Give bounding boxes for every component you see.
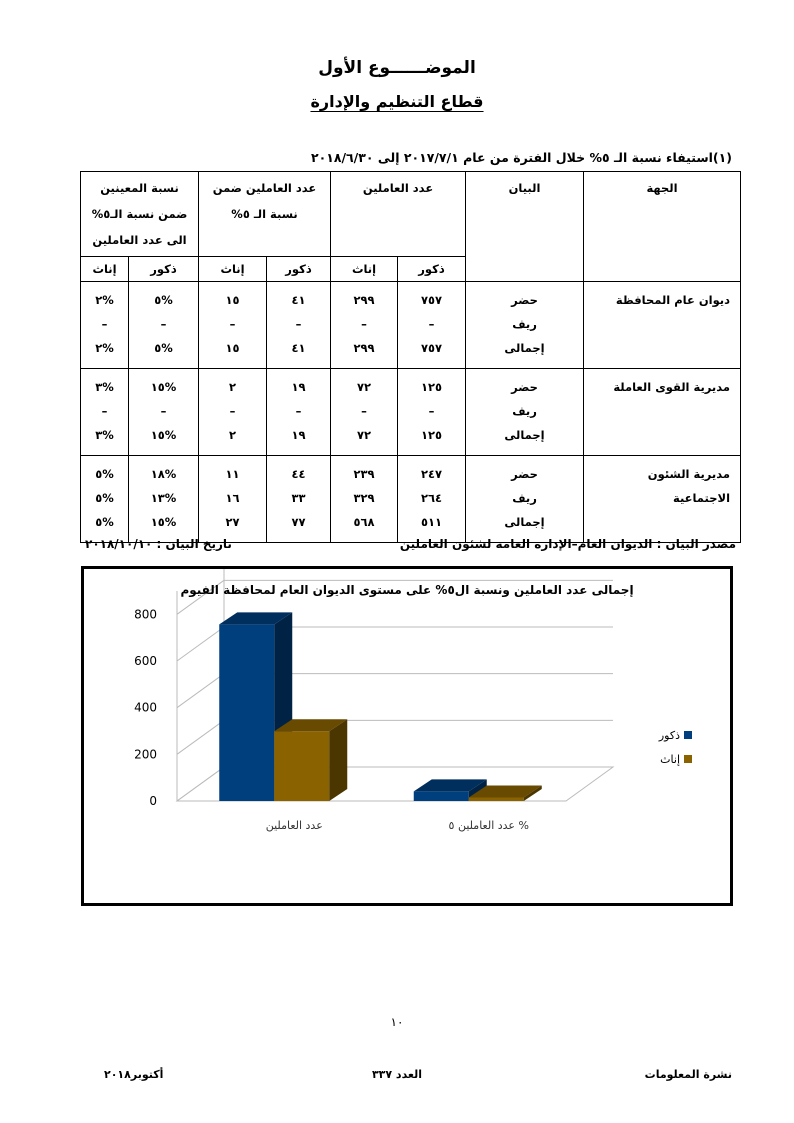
- chart-container: [81, 566, 733, 906]
- footer-month: أكتوبر٢٠١٨: [104, 1068, 164, 1081]
- statement-label: حضر: [511, 380, 538, 394]
- statement-label: حضر: [511, 467, 538, 481]
- ratio-females-value: %٢: [95, 293, 114, 307]
- workers-males-value: ١٢٥: [420, 428, 443, 442]
- data-date: تاريخ البيان : ٢٠١٨/١٠/١٠: [85, 537, 232, 551]
- gridline-side: [177, 627, 224, 661]
- workers5-females-value: ٢: [229, 428, 237, 442]
- header-workers: عدد العاملين: [331, 172, 466, 257]
- workers5-females-value: ١٥: [225, 341, 240, 355]
- statement-label: ريف: [512, 491, 537, 505]
- ratio-males-value: –: [160, 317, 167, 331]
- y-tick-label: 200: [134, 747, 157, 762]
- entity-cell: ديوان عام المحافظة: [584, 282, 741, 369]
- data-source: مصدر البيان : الديوان العام–الإدارة العامة لشئون العاملين: [399, 537, 736, 551]
- workers5-females-value: –: [229, 317, 236, 331]
- gridline-side: [177, 720, 224, 754]
- workers-females-value: ٧٢: [356, 380, 372, 394]
- workers-males-cell: [398, 456, 466, 543]
- ratio-females-value: %٢: [95, 341, 114, 355]
- workers5-females-value: ٢: [229, 380, 237, 394]
- ratio-females-cell: [81, 282, 129, 369]
- bar-chart: [84, 569, 724, 897]
- entity-cell: مديرية القوى العاملة: [584, 369, 741, 456]
- workers-females-cell: [331, 456, 398, 543]
- workers-females-value: –: [361, 404, 367, 418]
- workers-females-value: ٢٣٩: [353, 467, 375, 481]
- bar-side: [329, 719, 347, 801]
- table-row: [81, 456, 741, 543]
- y-tick-label: 0: [149, 794, 157, 808]
- header-females: إناث: [199, 257, 267, 282]
- footer-bulletin: نشرة المعلومات: [644, 1068, 732, 1081]
- statement-label: حضر: [511, 293, 538, 307]
- workers-females-value: ٧٢: [356, 428, 372, 442]
- ratio-females-value: –: [101, 404, 108, 418]
- section-subtitle-text: قطاع التنظيم والإدارة: [310, 92, 484, 111]
- header-females: إناث: [331, 257, 398, 282]
- workers-males-cell: [398, 369, 466, 456]
- workers5-males-cell: [267, 456, 331, 543]
- employment-table: [80, 171, 741, 543]
- ratio-females-value: %٣: [95, 380, 114, 394]
- table-caption: (١)استيفاء نسبة الـ ٥% خلال الفترة من عام ٢٠١٧/٧/١ إلى ٢٠١٨/٦/٣٠: [310, 150, 732, 165]
- ratio-males-value: %٥: [154, 293, 173, 307]
- workers5-males-value: ٤١: [291, 341, 306, 355]
- y-tick-label: 600: [134, 654, 157, 668]
- workers5-males-value: –: [295, 404, 302, 418]
- workers5-females-cell: [199, 456, 267, 543]
- workers-females-value: ٢٩٩: [353, 293, 375, 307]
- page-number: ١٠: [390, 1015, 404, 1029]
- workers-males-value: –: [428, 404, 435, 418]
- ratio-females-value: –: [101, 317, 108, 331]
- workers-males-value: ٧٥٧: [420, 293, 443, 307]
- table-body: [81, 282, 741, 543]
- ratio-males-cell: [129, 369, 199, 456]
- ratio-males-value: %١٥: [150, 428, 177, 442]
- workers-females-value: ٣٢٩: [353, 491, 375, 505]
- statement-cell: [466, 282, 584, 369]
- x-category-label: عدد العاملين: [265, 819, 323, 832]
- workers5-males-value: ٤١: [291, 293, 306, 307]
- workers5-males-value: ٣٣: [291, 491, 306, 505]
- statement-label: إجمالى: [504, 428, 545, 442]
- header-females: إناث: [81, 257, 129, 282]
- header-statement: البيان: [466, 172, 584, 282]
- workers-males-value: ٢٤٧: [420, 467, 443, 481]
- statement-cell: [466, 456, 584, 543]
- section-subtitle: [0, 92, 794, 111]
- footer-issue: العدد ٣٣٧: [371, 1068, 423, 1081]
- bar: [274, 731, 329, 801]
- ratio-females-cell: [81, 369, 129, 456]
- workers-females-value: –: [361, 317, 367, 331]
- workers5-males-value: ٧٧: [291, 515, 306, 529]
- entity-cell: مديرية الشئون الاجتماعية: [584, 456, 741, 543]
- ratio-males-value: %١٨: [150, 467, 177, 481]
- workers5-males-value: ١٩: [291, 380, 306, 394]
- workers-males-cell: [398, 282, 466, 369]
- ratio-males-value: %١٣: [150, 491, 177, 505]
- table-row: [81, 369, 741, 456]
- legend-swatch: [684, 755, 692, 763]
- y-tick-label: 400: [134, 700, 157, 715]
- statement-label: ريف: [512, 404, 537, 418]
- statement-cell: [466, 369, 584, 456]
- ratio-males-cell: [129, 282, 199, 369]
- workers-females-cell: [331, 369, 398, 456]
- ratio-males-value: %١٥: [150, 380, 177, 394]
- page-title: الموضــــــوع الأول: [318, 58, 476, 78]
- bar: [414, 791, 469, 801]
- legend-label: إناث: [660, 753, 680, 766]
- header-entity: الجهة: [584, 172, 741, 282]
- x-category-label: عدد العاملين ٥ %: [448, 819, 529, 832]
- workers5-females-cell: [199, 369, 267, 456]
- ratio-males-cell: [129, 456, 199, 543]
- header-workers-5: عدد العاملين ضمن نسبة الـ ٥%: [199, 172, 331, 257]
- workers5-females-value: ١٦: [225, 491, 240, 505]
- statement-label: ريف: [512, 317, 537, 331]
- header-males: ذكور: [267, 257, 331, 282]
- workers5-males-value: ٤٤: [291, 467, 306, 481]
- workers5-females-value: ١٥: [225, 293, 240, 307]
- chart-title: إجمالى عدد العاملين ونسبة ال٥% على مستوى الديوان العام لمحافظة الفيوم: [180, 583, 634, 597]
- workers-males-value: ٥١١: [420, 515, 443, 529]
- workers-females-value: ٥٦٨: [353, 515, 375, 529]
- workers5-males-cell: [267, 369, 331, 456]
- workers-females-value: ٢٩٩: [353, 341, 375, 355]
- workers-males-value: ٧٥٧: [420, 341, 443, 355]
- table-row: [81, 282, 741, 369]
- statement-label: إجمالى: [504, 515, 545, 529]
- ratio-females-value: %٣: [95, 428, 114, 442]
- ratio-males-value: –: [160, 404, 167, 418]
- ratio-females-value: %٥: [95, 467, 114, 481]
- legend-label: ذكور: [658, 729, 680, 742]
- ratio-females-cell: [81, 456, 129, 543]
- statement-label: إجمالى: [504, 341, 545, 355]
- bar: [469, 798, 524, 802]
- ratio-males-value: %٥: [154, 341, 173, 355]
- ratio-males-value: %١٥: [150, 515, 177, 529]
- header-males: ذكور: [129, 257, 199, 282]
- bar: [219, 624, 274, 801]
- header-males: ذكور: [398, 257, 466, 282]
- workers-females-cell: [331, 282, 398, 369]
- workers5-males-cell: [267, 282, 331, 369]
- workers5-males-value: –: [295, 317, 302, 331]
- workers-males-value: ١٢٥: [420, 380, 443, 394]
- workers5-females-value: –: [229, 404, 236, 418]
- workers-males-value: –: [428, 317, 435, 331]
- workers5-females-value: ٢٧: [225, 515, 240, 529]
- header-appointed-ratio: نسبة المعينين ضمن نسبة الـ٥% الى عدد العاملين: [81, 172, 199, 257]
- workers-males-value: ٢٦٤: [420, 491, 443, 505]
- y-tick-label: 800: [134, 607, 157, 622]
- ratio-females-value: %٥: [95, 515, 114, 529]
- workers5-females-value: ١١: [225, 467, 240, 481]
- workers5-females-cell: [199, 282, 267, 369]
- ratio-females-value: %٥: [95, 491, 114, 505]
- gridline-side: [177, 674, 224, 708]
- workers5-males-value: ١٩: [291, 428, 306, 442]
- legend-swatch: [684, 731, 692, 739]
